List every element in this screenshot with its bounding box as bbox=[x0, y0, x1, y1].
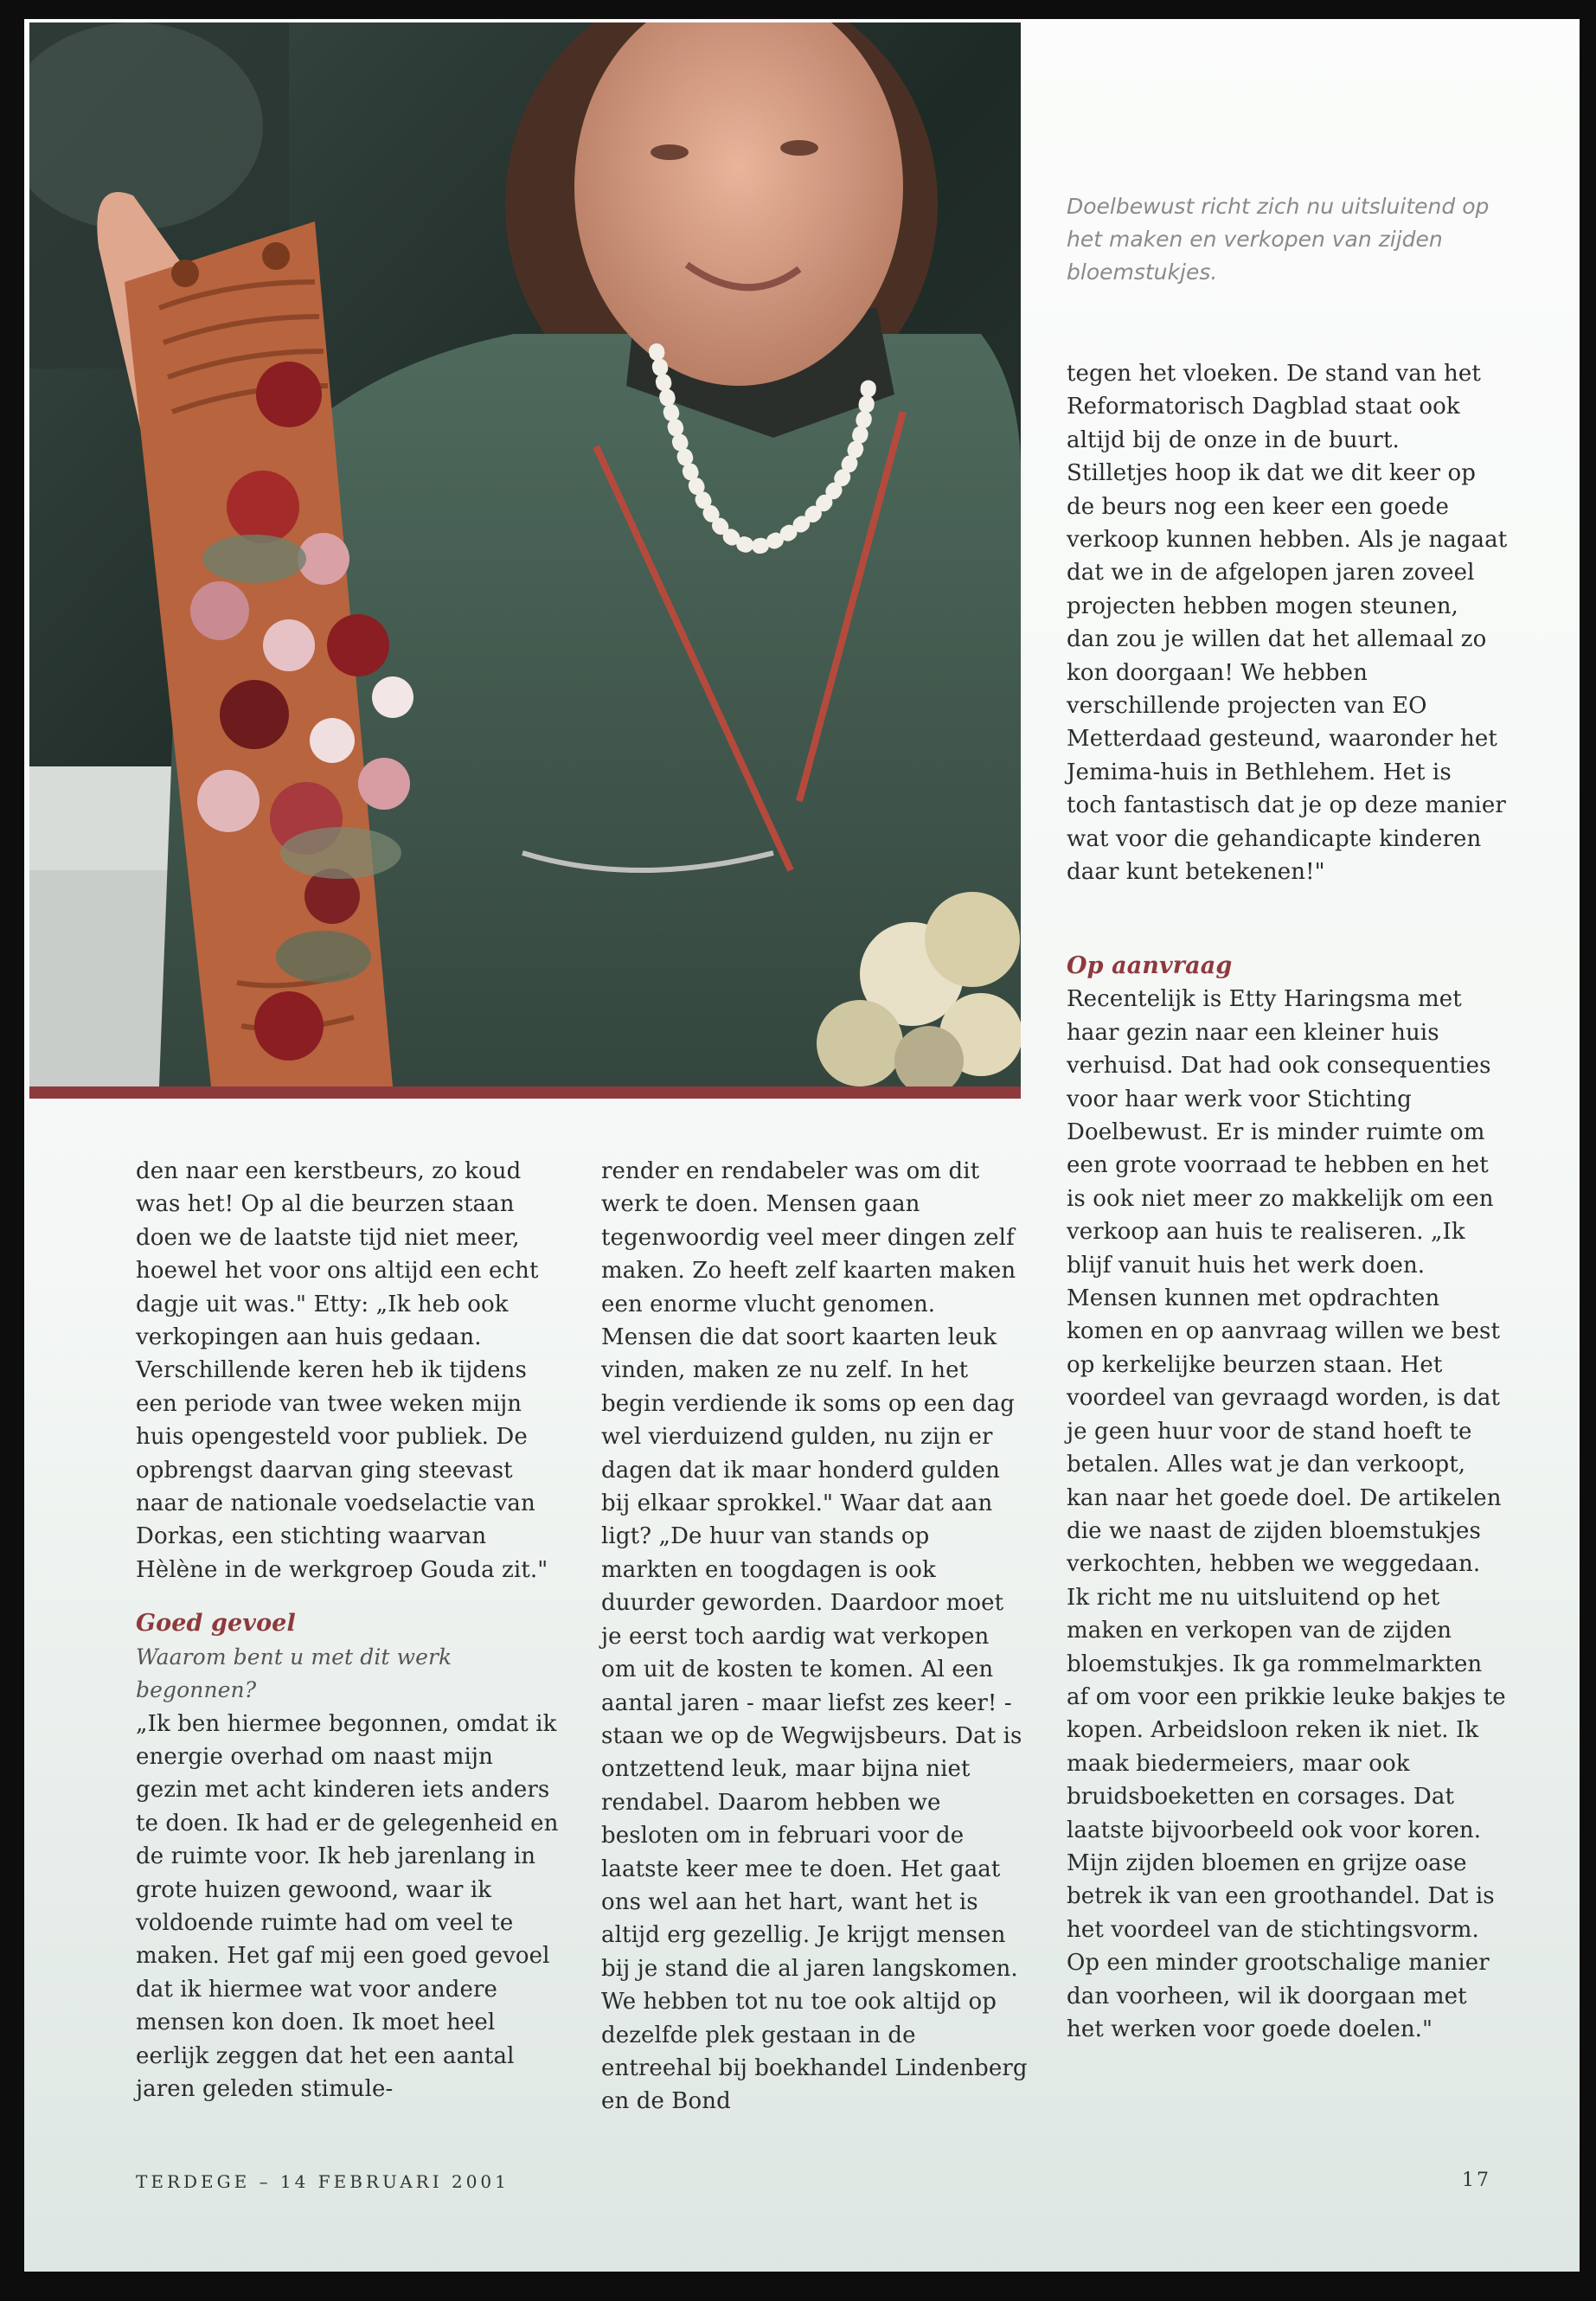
scan-border-left bbox=[0, 0, 24, 2301]
paragraph: den naar een kerstbeurs, zo koud was het! Op al die beurzen staan doen we de laatste tijd niet meer, hoewel het voor ons altijd een echt dagje uit was." Etty: „Ik heb ook verkopingen aan huis gedaan. Verschillende keren heb ik tijdens een periode van twee weken mijn huis opengesteld voor publiek. De opbrengst daarvan ging steevast naar de nationale voedselactie van Dorkas, een stichting waarvan Hèlène in de werkgroep Gouda zit." bbox=[136, 1158, 548, 1583]
article-photo bbox=[29, 22, 1021, 1086]
paragraph: render en rendabeler was om dit werk te doen. Mensen gaan tegenwoordig veel meer dingen zelf maken. Zo heeft zelf kaarten maken een enorme vlucht genomen. Mensen die dat soort kaarten leuk vinden, maken ze nu zelf. In het begin verdiende ik soms op een dag wel vierduizend gulden, nu zijn er dagen dat ik maar honderd gulden bij elkaar sprokkel." Waar dat aan ligt? „De huur van stands op markten en toogdagen is ook duurder geworden. Daardoor moet je eerst toch aardig wat verkopen om uit de kosten te komen. Al een aantal jaren - maar liefst zes keer! - staan we op de Wegwijsbeurs. Dat is ontzettend leuk, maar bijna niet rendabel. Daarom hebben we besloten om in februari voor de laatste keer mee te doen. Het gaat ons wel aan het hart, want het is altijd erg gezellig. Je krijgt mensen bij je stand die al jaren langskomen. We hebben tot nu toe ook altijd op dezelfde plek gestaan in de entreehal bij boekhandel Lindenberg en de Bond bbox=[601, 1158, 1028, 2115]
middle-column bbox=[601, 1155, 1029, 2118]
scan-border-right bbox=[1580, 0, 1596, 2301]
photo-caption: Doelbewust richt zich nu uitsluitend op het maken en verkopen van zijden bloemstukjes. bbox=[1067, 194, 1490, 285]
section-heading-goed-gevoel: Goed gevoel bbox=[136, 1610, 296, 1638]
paragraph: Recentelijk is Etty Haringsma met haar gezin naar een kleiner huis verhuisd. Dat had ook consequenties voor haar werk voor Stichting Doelbewust. Er is minder ruimte om een grote voorraad te hebben en het is ook niet meer zo makkelijk om een verkoop aan huis te realiseren. „Ik blijf vanuit huis het werk doen. Mensen kunnen met opdrachten komen en op aanvraag willen we best op kerkelijke beurzen staan. Het voordeel van gevraagd worden, is dat je geen huur voor de stand hoeft te betalen. Alles wat je dan verkoopt, kan naar het goede doel. De artikelen die we naast de zijden bloemstukjes verkochten, hebben we weggedaan. Ik richt me nu uitsluitend op het maken en verkopen van de zijden bloemstukjes. Ik ga rommelmarkten af om voor een prikkie leuke bakjes te kopen. Arbeidsloon reken ik niet. Ik maak biedermeiers, maar ook bruidsboeketten en corsages. Dat laatste bijvoorbeeld ook voor koren. Mijn zijden bloemen en grijze oase betrek ik van een groothandel. Dat is het voordeel van de stichtingsvorm. Op een minder grootschalige manier dan voorheen, wil ik doorgaan met het werken voor goede doelen." bbox=[1067, 986, 1506, 2042]
photo-accent-rule bbox=[29, 1086, 1021, 1099]
paragraph: tegen het vloeken. De stand van het Reformatorisch Dagblad staat ook altijd bij de onze in de buurt. Stilletjes hoop ik dat we dit keer op de beurs nog een keer een goede verkoop kunnen hebben. Als je nagaat dat we in de afgelopen jaren zoveel projecten hebben mogen steunen, dan zou je willen dat het allemaal zo kon doorgaan! We hebben verschillende projecten van EO Metterdaad gesteund, waaronder het Jemima-huis in Bethlehem. Het is toch fantastisch dat je op deze manier wat voor die gehandicapte kinderen daar kunt betekenen!" bbox=[1067, 361, 1508, 886]
left-column bbox=[136, 1155, 560, 2106]
scan-border-top bbox=[0, 0, 1596, 19]
page-number: 17 bbox=[1462, 2170, 1491, 2191]
footer-publication: TERDEGE – 14 FEBRUARI 2001 bbox=[136, 2171, 510, 2192]
right-column-bottom bbox=[1067, 950, 1508, 2046]
right-column-top bbox=[1067, 357, 1508, 889]
interview-question: Waarom bent u met dit werk begonnen? bbox=[136, 1644, 452, 1703]
scan-border-bottom bbox=[0, 2272, 1596, 2301]
section-heading-op-aanvraag: Op aanvraag bbox=[1067, 952, 1233, 979]
paragraph: „Ik ben hiermee begonnen, omdat ik energie overhad om naast mijn gezin met acht kinderen iets anders te doen. Ik had er de gelegenheid en de ruimte voor. Ik heb jarenlang in grote huizen gewoond, waar ik voldoende ruimte had om veel te maken. Het gaf mij een goed gevoel dat ik hiermee wat voor andere mensen kon doen. Ik moet heel eerlijk zeggen dat het een aantal jaren geleden stimule- bbox=[136, 1710, 559, 2102]
